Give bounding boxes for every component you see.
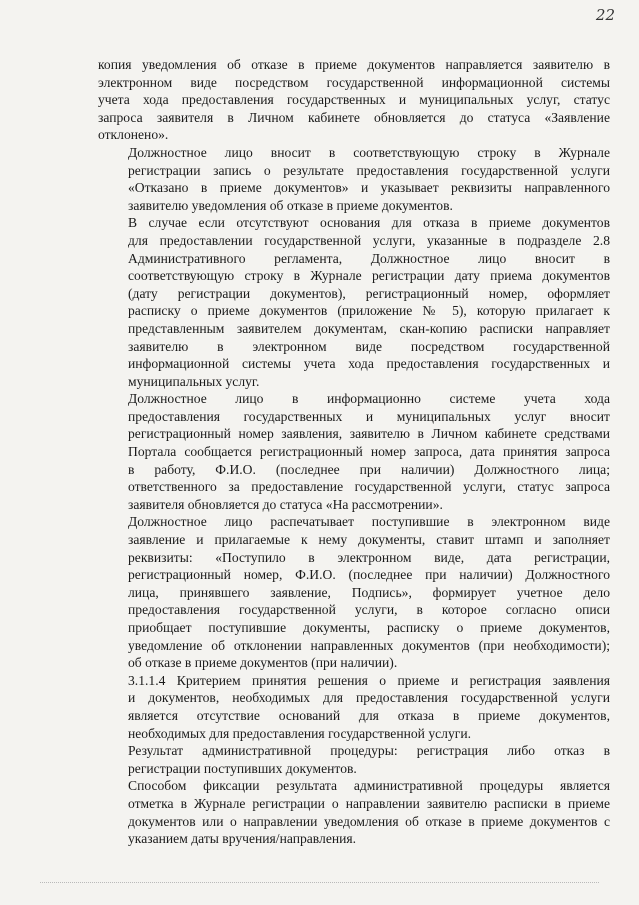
text-line: заявление и прилагаемые к нему документы, ставит штамп и заполняет <box>128 532 610 548</box>
text-line: соответствующую строку в Журнале регистрации дату приема документов <box>128 268 610 284</box>
text-line: указанием даты вручения/направления. <box>128 831 357 847</box>
text-line: об отказе в приеме документов (при наличии). <box>128 655 398 671</box>
text-line: является отсутствие оснований для отказа в приеме документов, <box>128 707 610 723</box>
text-line: заявителю уведомления об отказе в приеме документов. <box>128 197 453 213</box>
text-line: В случае если отсутствуют основания для отказа в приеме документов <box>128 215 610 231</box>
text-line: заявителю в электронном виде посредством государственной <box>128 338 610 354</box>
text-line: расписку о приеме документов (приложение № 5), которую прилагает к <box>128 303 610 319</box>
page-number: 22 <box>595 6 615 24</box>
text-line: Должностное лицо распечатывает поступившие в электронном виде <box>128 514 610 530</box>
text-line: документов или о направлении уведомления об отказе в приеме документов с <box>128 813 610 829</box>
text-line: для предоставлении государственной услуги, указанные в подразделе 2.8 <box>128 232 610 248</box>
text-line: Административного регламента, Должностное лицо вносит в <box>128 250 610 266</box>
paragraph <box>98 390 610 513</box>
text-line: электронном виде посредством государственной информационной системы <box>98 74 610 90</box>
text-line: регистрационный номер заявления, заявителю в Личном кабинете средствами <box>128 426 610 442</box>
text-line: регистрации запись о результате предоставления государственной услуги <box>128 162 610 178</box>
text-line: 3.1.1.4 Критерием принятия решения о приеме и регистрация заявления <box>128 672 610 688</box>
text-line: лица, принявшего заявление, Подпись», формирует учетное дело <box>128 584 610 600</box>
text-line: Должностное лицо в информационно системе учета хода <box>128 391 610 407</box>
paragraph <box>98 144 610 214</box>
text-line: предоставления государственных и муниципальных услуг вносит <box>128 408 610 424</box>
text-line: (дату регистрации документов), регистрационный номер, оформляет <box>128 285 610 301</box>
text-line: «Отказано в приеме документов» и указывает реквизиты направленного <box>128 180 610 196</box>
text-line: регистрационный номер, Ф.И.О. (последнее при наличии) Должностного <box>128 567 610 583</box>
paragraph <box>98 513 610 671</box>
paragraph <box>98 672 610 742</box>
text-line: в работу, Ф.И.О. (последнее при наличии) Должностного лица; <box>128 461 610 477</box>
bottom-rule <box>40 882 599 883</box>
text-line: информационной системы учета хода предоставления государственных и <box>128 356 610 372</box>
text-line: Результат административной процедуры: регистрация либо отказ в <box>128 743 610 759</box>
text-line: запроса заявителя в Личном кабинете обновляется до статуса «Заявление <box>98 109 610 125</box>
text-line: Должностное лицо вносит в соответствующую строку в Журнале <box>128 144 610 160</box>
text-line: предоставления государственной услуги, в которое согласно описи <box>128 602 610 618</box>
text-line: заявителя обновляется до статуса «На рассмотрении». <box>128 496 443 512</box>
text-line: ответственного за предоставление государственной услуги, статус запроса <box>128 479 610 495</box>
text-line: Способом фиксации результата административной процедуры является <box>128 778 610 794</box>
text-line: приобщает поступившие документы, расписку о приеме документов, <box>128 620 610 635</box>
text-line: представленным заявителем документам, скан-копию расписки направляет <box>128 320 610 336</box>
paragraph <box>98 214 610 390</box>
text-line: копия уведомления об отказе в приеме документов направляется заявителю в <box>98 57 610 72</box>
text-line: реквизиты: «Поступило в электронном виде, дата регистрации, <box>128 549 610 565</box>
text-line: Портала сообщается регистрационный номер запроса, дата принятия запроса <box>128 444 610 460</box>
text-line: необходимых для предоставления государственной услуги. <box>128 725 472 741</box>
text-line: и документов, необходимых для предоставления государственной услуги <box>128 690 610 706</box>
text-line: отметка в Журнале регистрации о направлении заявителю расписки в приеме <box>128 795 610 811</box>
text-line: муниципальных услуг. <box>128 373 260 389</box>
paragraph <box>98 777 610 847</box>
text-line: отклонено». <box>98 127 169 143</box>
text-line: учета хода предоставления государственных и муниципальных услуг, статус <box>98 92 610 108</box>
paragraph <box>98 742 610 777</box>
paragraph <box>98 56 610 144</box>
text-line: уведомление об отклонении направленных документов (при необходимости); <box>128 637 610 653</box>
document-body <box>98 56 610 848</box>
text-line: регистрации поступивших документов. <box>128 760 357 776</box>
